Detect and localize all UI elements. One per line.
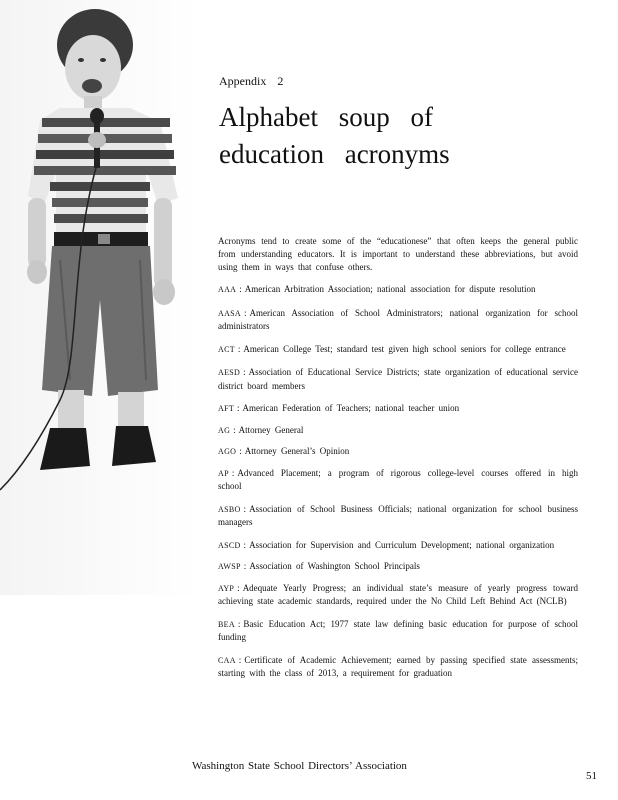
acronym-separator: : (231, 467, 235, 478)
acronym-entry (218, 654, 578, 680)
acronym-definition: American Arbitration Association; national association for dispute resolution (244, 284, 536, 294)
title-line-2: education acronyms (219, 139, 450, 169)
acronym-separator: : (243, 307, 247, 318)
acronym-entry (218, 618, 578, 644)
acronym-definition: Attorney General’s Opinion (244, 446, 350, 456)
acronym-abbr: AFT (218, 404, 235, 413)
acronym-definition: Attorney General (238, 424, 304, 435)
acronym-separator: : (239, 284, 242, 294)
acronym-separator: : (243, 367, 246, 377)
acronym-entry (218, 366, 578, 392)
acronym-abbr: AG (218, 425, 231, 435)
acronym-entry (218, 307, 578, 333)
acronym-abbr: AASA (218, 308, 241, 318)
footer-organization: Washington State School Directors’ Association (192, 760, 407, 772)
child-singing-photo-icon (0, 0, 200, 595)
acronym-separator: : (237, 582, 240, 593)
appendix-number: 2 (277, 74, 284, 88)
acronym-definition: American Federation of Teachers; national teacher union (242, 403, 460, 413)
title-line-1: Alphabet soup of (219, 102, 433, 132)
acronym-abbr: AESD (218, 368, 241, 377)
intro-paragraph: Acronyms tend to create some of the “educationese” that often keeps the general public from understanding educators. It is important to understand these abbreviations, but avoid using them in ways that confuse others. (218, 236, 578, 272)
acronym-separator: : (243, 561, 247, 571)
acronym-entry (218, 402, 578, 416)
page-number: 51 (586, 770, 597, 782)
acronym-definition: American College Test; standard test given high school seniors for college entrance (243, 343, 566, 354)
acronym-abbr: BEA (218, 619, 235, 629)
acronym-entry (218, 539, 578, 553)
acronym-definition: Association of School Business Officials; national organization for school business managers (218, 503, 578, 527)
acronym-definition: Association of Educational Service Districts; state organization of educational service district board members (218, 367, 578, 391)
acronym-separator: : (237, 403, 240, 413)
acronym-entry (218, 424, 578, 438)
appendix-label (219, 74, 283, 89)
acronym-abbr: ACT (218, 344, 235, 354)
acronym-definition: Certificate of Academic Achievement; earned by passing specified state assessments; starting with the class of 2013, a requirement for graduation (218, 654, 578, 678)
acronym-separator: : (243, 503, 247, 514)
acronym-entry (218, 582, 578, 608)
acronym-separator: : (237, 618, 241, 629)
acronym-definition: Association of Washington School Principals (249, 561, 420, 571)
acronym-abbr: ASBO (218, 504, 241, 514)
acronym-entry (218, 343, 578, 357)
acronym-list (218, 283, 578, 680)
acronym-abbr: AP (218, 468, 229, 478)
acronym-abbr: AWSP (218, 562, 241, 571)
acronym-definition: Basic Education Act; 1977 state law defining basic education for purpose of school funding (218, 618, 578, 642)
acronym-entry (218, 283, 578, 297)
acronym-entry (218, 445, 578, 459)
acronym-entry (218, 560, 578, 574)
acronym-separator: : (233, 424, 236, 435)
acronym-abbr: AAA (218, 285, 237, 294)
appendix-word: Appendix (219, 74, 267, 88)
acronym-abbr: CAA (218, 655, 236, 665)
acronym-separator: : (238, 654, 242, 665)
acronym-entry (218, 467, 578, 493)
acronym-separator: : (243, 539, 247, 550)
acronym-definition: Advanced Placement; a program of rigorous college-level courses offered in high school (218, 467, 578, 491)
acronym-entry (218, 503, 578, 529)
acronym-definition: American Association of School Administrators; national organization for school administrators (218, 307, 578, 331)
acronym-separator: : (237, 343, 241, 354)
acronym-separator: : (239, 446, 242, 456)
acronym-definition: Adequate Yearly Progress; an individual state’s measure of yearly progress toward achieving state academic standards, required under the No Child Left Behind Act (NCLB) (218, 582, 578, 606)
acronym-abbr: AYP (218, 583, 235, 593)
page-title (219, 99, 579, 173)
acronym-abbr: AGO (218, 447, 237, 456)
acronym-definition: Association for Supervision and Curriculum Development; national organization (249, 539, 555, 550)
child-singing-photo (0, 0, 200, 595)
acronym-abbr: ASCD (218, 540, 241, 550)
